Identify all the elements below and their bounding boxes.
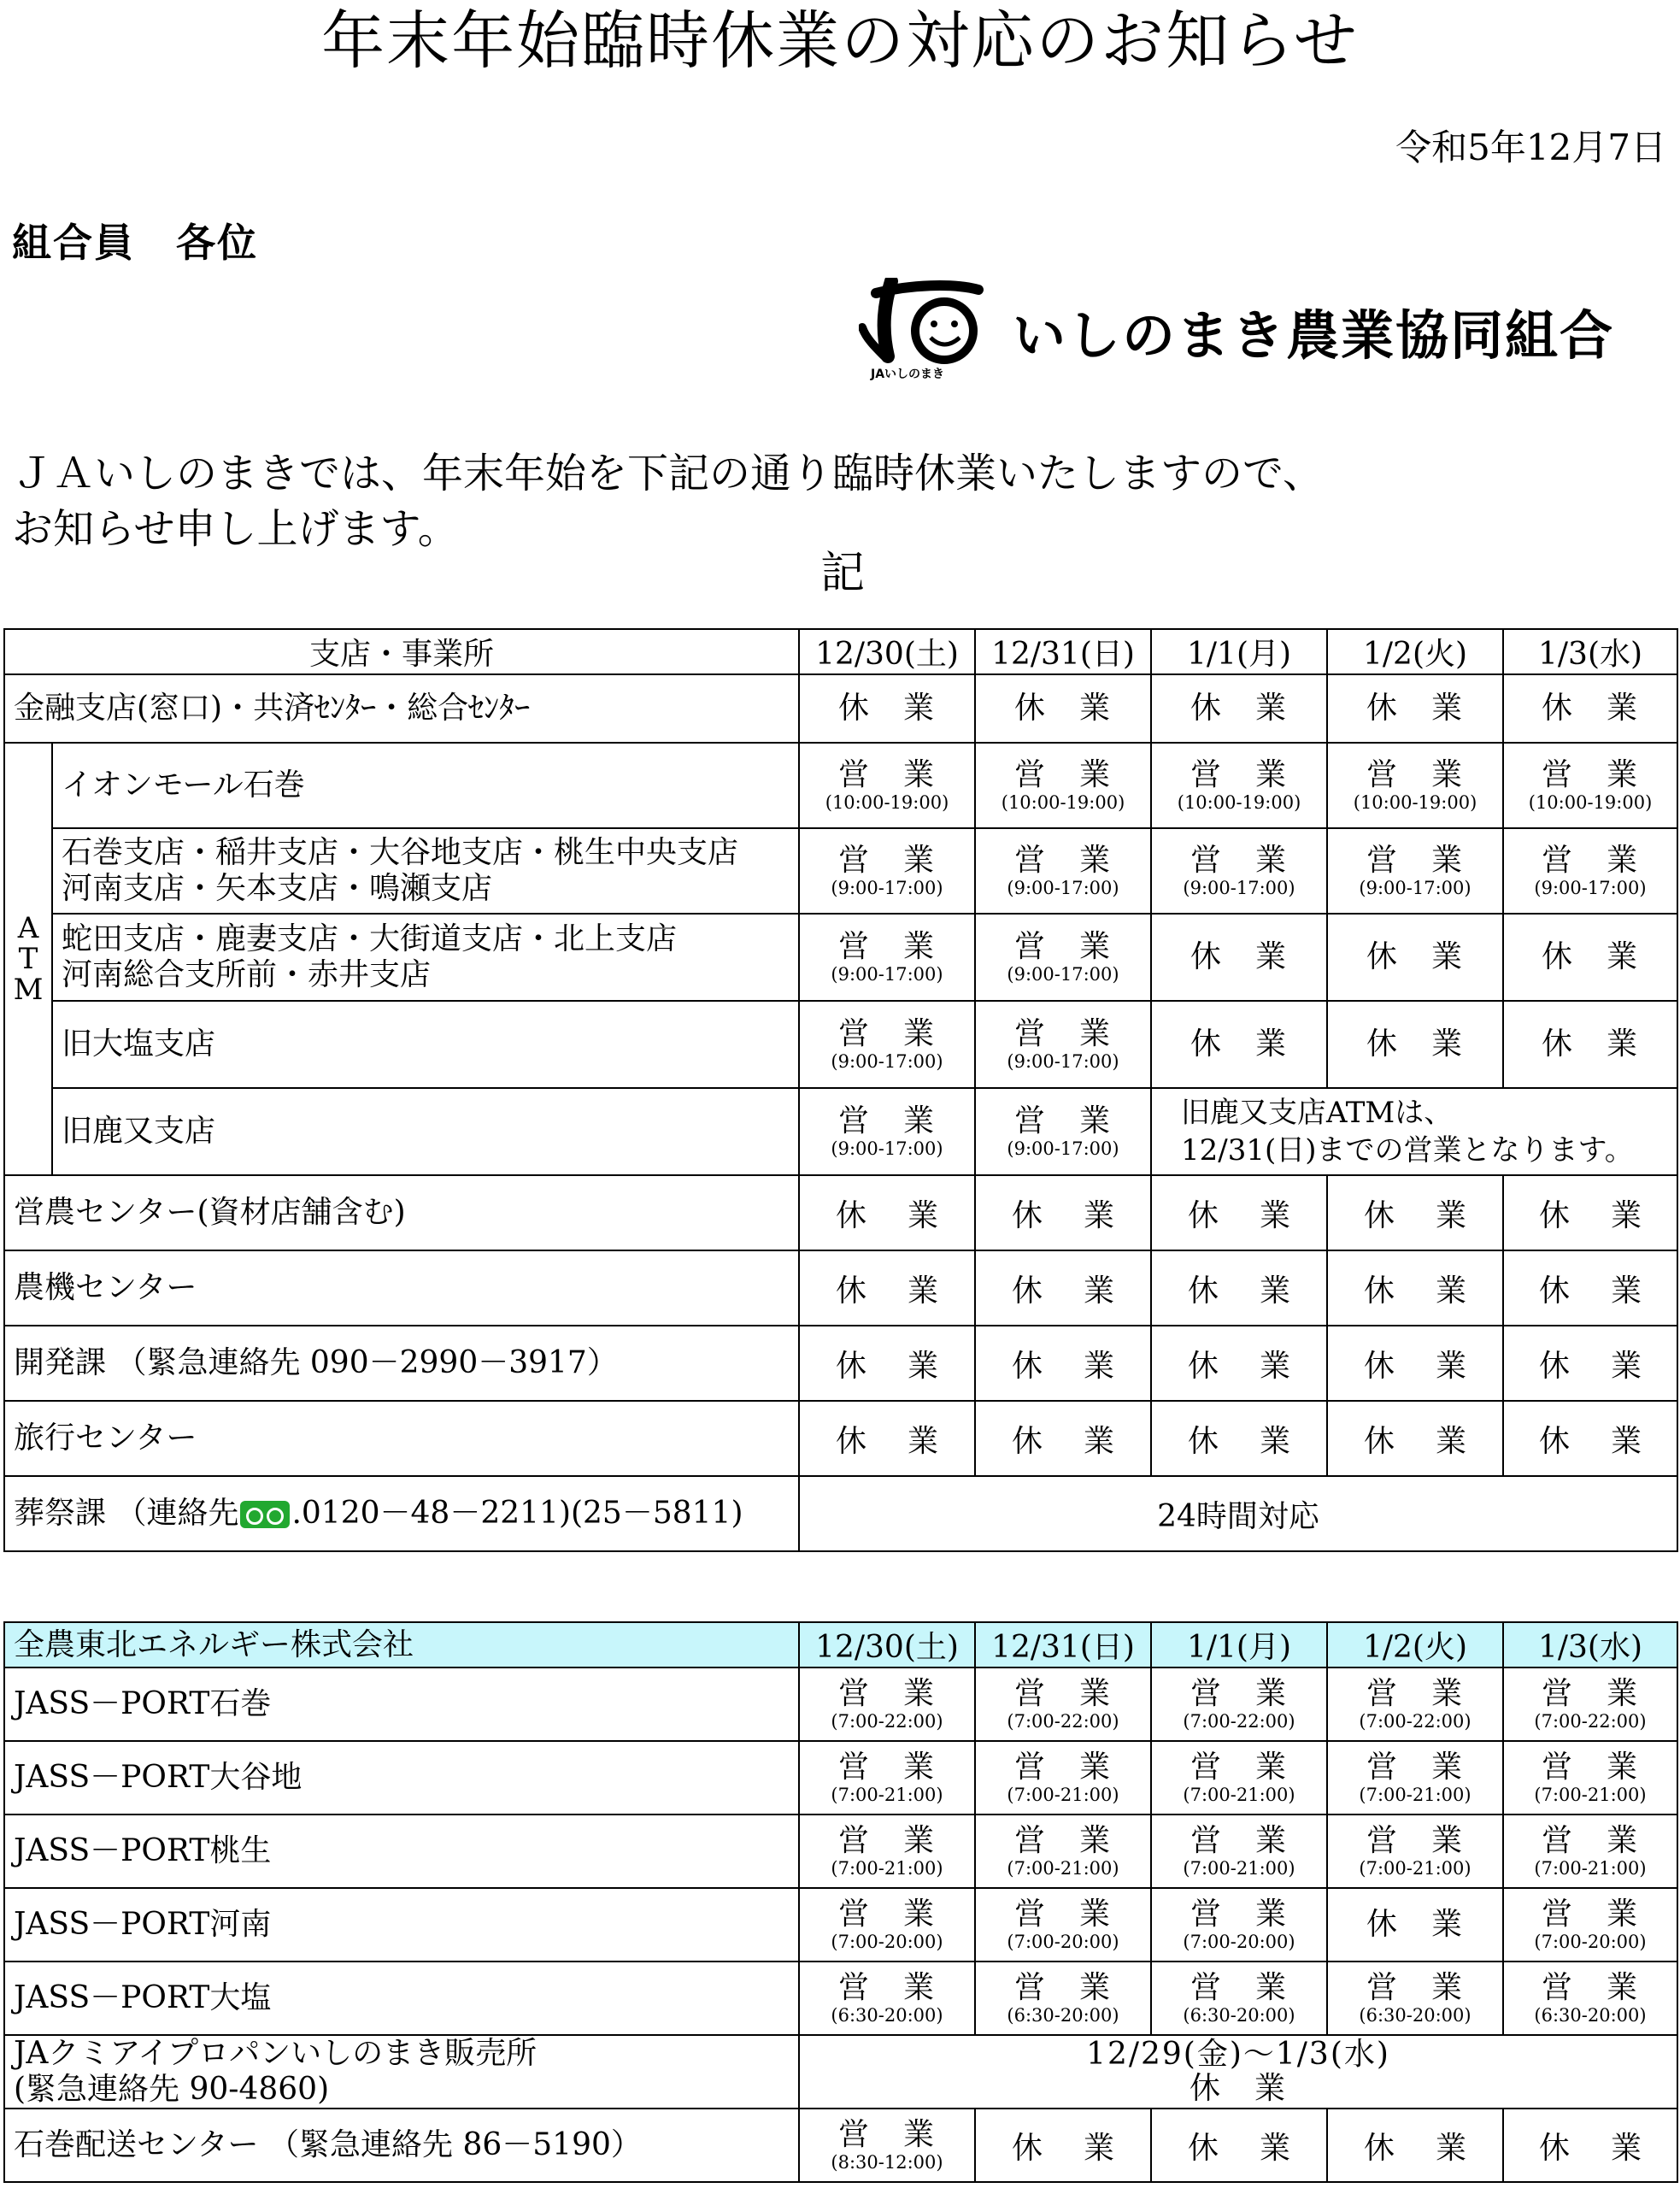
status-open: 営 業 (10:00-19:00) <box>1327 743 1503 828</box>
status-closed: 休 業 <box>1327 674 1503 743</box>
ja-schedule-table <box>3 628 1678 1552</box>
table-header-row <box>4 629 1677 674</box>
table-row <box>4 1667 1677 1741</box>
table-row <box>4 1088 1677 1175</box>
status-open: 営 業 (7:00-21:00) <box>1327 1741 1503 1815</box>
issue-date: 令和5年12月7日 <box>1395 126 1666 168</box>
status-closed: 休 業 <box>799 1401 975 1476</box>
status-open: 営 業 (7:00-20:00) <box>799 1888 975 1962</box>
status-closed: 休 業 <box>1503 914 1677 1001</box>
status-open: 営 業 (9:00-17:00) <box>975 914 1151 1001</box>
table-row <box>4 1741 1677 1815</box>
status-open: 営 業 (10:00-19:00) <box>1503 743 1677 828</box>
status-closed: 休 業 <box>799 1250 975 1326</box>
table-header-row <box>4 1622 1677 1667</box>
row-label: 金融支店(窓口)・共済ｾﾝﾀｰ・総合ｾﾝﾀｰ <box>4 674 799 743</box>
status-open: 営 業 (9:00-17:00) <box>975 1001 1151 1088</box>
status-closed: 休 業 <box>975 2109 1151 2182</box>
status-closed: 休 業 <box>1151 674 1327 743</box>
page-title: 年末年始臨時休業の対応のお知らせ <box>321 4 1359 78</box>
status-closed: 休 業 <box>1151 1401 1327 1476</box>
logo-small-text: JAいしのまき <box>871 368 945 381</box>
status-open: 営 業 (6:30-20:00) <box>1503 1962 1677 2035</box>
status-open: 営 業 (7:00-21:00) <box>1151 1815 1327 1888</box>
status-open: 営 業 (7:00-20:00) <box>1151 1888 1327 1962</box>
row-label: イオンモール石巻 <box>52 743 799 828</box>
funeral-note: 24時間対応 <box>799 1476 1677 1551</box>
status-open: 営 業 (9:00-17:00) <box>799 1001 975 1088</box>
status-closed: 休 業 <box>1503 1001 1677 1088</box>
status-open: 営 業 (7:00-22:00) <box>1327 1667 1503 1741</box>
status-closed: 休 業 <box>1327 914 1503 1001</box>
status-open: 営 業 (7:00-21:00) <box>1503 1741 1677 1815</box>
status-open: 営 業 (7:00-22:00) <box>1503 1667 1677 1741</box>
header-branch: 支店・事業所 <box>4 629 799 674</box>
row-label: 蛇田支店・鹿妻支店・大街道支店・北上支店 河南総合支所前・赤井支店 <box>52 914 799 1001</box>
status-closed: 休 業 <box>1503 1401 1677 1476</box>
status-open: 営 業 (7:00-21:00) <box>799 1815 975 1888</box>
status-open: 営 業 (6:30-20:00) <box>975 1962 1151 2035</box>
table-row <box>4 1001 1677 1088</box>
status-closed: 休 業 <box>975 674 1151 743</box>
table-row <box>4 1962 1677 2035</box>
status-open: 営 業 (9:00-17:00) <box>1151 828 1327 914</box>
status-closed: 休 業 <box>799 1326 975 1401</box>
row-label: JAクミアイプロパンいしのまき販売所 (緊急連絡先 90-4860) <box>4 2035 799 2109</box>
row-label: 旧大塩支店 <box>52 1001 799 1088</box>
status-open: 営 業 (9:00-17:00) <box>1503 828 1677 914</box>
pan-note: 12/29(金)～1/3(水) 休 業 <box>799 2035 1677 2109</box>
status-closed: 休 業 <box>1151 914 1327 1001</box>
header-day: 1/3(水) <box>1503 629 1677 674</box>
status-open: 営 業 (7:00-21:00) <box>975 1741 1151 1815</box>
row-label: 旅行センター <box>4 1401 799 1476</box>
freedial-icon <box>240 1501 290 1528</box>
status-open: 営 業 (10:00-19:00) <box>799 743 975 828</box>
status-open: 営 業 (9:00-17:00) <box>975 828 1151 914</box>
ki-mark: 記 <box>820 548 866 599</box>
row-label: JASS－PORT河南 <box>4 1888 799 1962</box>
status-open: 営 業 (9:00-17:00) <box>799 914 975 1001</box>
header-day: 1/1(月) <box>1151 629 1327 674</box>
status-closed: 休 業 <box>1503 674 1677 743</box>
table-row <box>4 1401 1677 1476</box>
atm-label: A T M <box>4 743 52 1175</box>
status-closed: 休 業 <box>1151 1175 1327 1250</box>
ja-logo <box>859 278 1662 380</box>
status-closed: 休 業 <box>1327 2109 1503 2182</box>
row-label: JASS－PORT大塩 <box>4 1962 799 2035</box>
table-row <box>4 828 1677 914</box>
status-open: 営 業 (6:30-20:00) <box>799 1962 975 2035</box>
status-open: 営 業 (7:00-22:00) <box>799 1667 975 1741</box>
status-open: 営 業 (10:00-19:00) <box>975 743 1151 828</box>
header-day: 1/2(火) <box>1327 1622 1503 1667</box>
table-row <box>4 1888 1677 1962</box>
row-label: JASS－PORT石巻 <box>4 1667 799 1741</box>
status-closed: 休 業 <box>1503 1326 1677 1401</box>
status-open: 営 業 (7:00-21:00) <box>1327 1815 1503 1888</box>
status-closed: 休 業 <box>1327 1888 1503 1962</box>
status-closed: 休 業 <box>1503 1250 1677 1326</box>
row-label: 営農センター(資材店舗含む) <box>4 1175 799 1250</box>
status-closed: 休 業 <box>975 1401 1151 1476</box>
header-day: 12/31(日) <box>975 629 1151 674</box>
status-closed: 休 業 <box>1327 1001 1503 1088</box>
energy-schedule-table <box>3 1621 1678 2183</box>
header-day: 12/30(土) <box>799 1622 975 1667</box>
status-closed: 休 業 <box>1503 2109 1677 2182</box>
intro-line-1: ＪＡいしのまきでは、年末年始を下記の通り臨時休業いたしますので、 <box>12 450 1325 497</box>
status-closed: 休 業 <box>799 1175 975 1250</box>
status-closed: 休 業 <box>1327 1175 1503 1250</box>
header-day: 12/30(土) <box>799 629 975 674</box>
addressee: 組合員 各位 <box>12 220 258 266</box>
table-row <box>4 743 1677 828</box>
status-open: 営 業 (9:00-17:00) <box>1327 828 1503 914</box>
status-closed: 休 業 <box>975 1326 1151 1401</box>
status-closed: 休 業 <box>1151 1001 1327 1088</box>
status-closed: 休 業 <box>1327 1250 1503 1326</box>
table-row <box>4 1250 1677 1326</box>
table-row <box>4 1815 1677 1888</box>
row-label: 石巻配送センター （緊急連絡先 86－5190） <box>4 2109 799 2182</box>
header-day: 1/2(火) <box>1327 629 1503 674</box>
row-label: 開発課 （緊急連絡先 090－2990－3917） <box>4 1326 799 1401</box>
status-open: 営 業 (7:00-20:00) <box>1503 1888 1677 1962</box>
status-closed: 休 業 <box>1503 1175 1677 1250</box>
status-closed: 休 業 <box>1327 1326 1503 1401</box>
table-row <box>4 2035 1677 2109</box>
status-open: 営 業 (7:00-21:00) <box>1151 1741 1327 1815</box>
row-label: 葬祭課 （連絡先 .0120－48－2211)(25－5811) <box>4 1476 799 1551</box>
status-open: 営 業 (10:00-19:00) <box>1151 743 1327 828</box>
table-row <box>4 1476 1677 1551</box>
ja-smile-logo-icon <box>859 278 987 372</box>
row-label: JASS－PORT桃生 <box>4 1815 799 1888</box>
status-open: 営 業 (9:00-17:00) <box>799 828 975 914</box>
row-label: 旧鹿又支店 <box>52 1088 799 1175</box>
table-row <box>4 1175 1677 1250</box>
table-row <box>4 2109 1677 2182</box>
status-closed: 休 業 <box>1151 2109 1327 2182</box>
status-open: 営 業 (7:00-22:00) <box>1151 1667 1327 1741</box>
header-company: 全農東北エネルギー株式会社 <box>4 1622 799 1667</box>
table-row <box>4 1326 1677 1401</box>
row-label: 石巻支店・稲井支店・大谷地支店・桃生中央支店 河南支店・矢本支店・鳴瀬支店 <box>52 828 799 914</box>
row-label: JASS－PORT大谷地 <box>4 1741 799 1815</box>
status-open: 営 業 (9:00-17:00) <box>799 1088 975 1175</box>
header-day: 1/1(月) <box>1151 1622 1327 1667</box>
status-open: 営 業 (7:00-21:00) <box>1503 1815 1677 1888</box>
table-row <box>4 914 1677 1001</box>
status-open: 営 業 (7:00-22:00) <box>975 1667 1151 1741</box>
status-closed: 休 業 <box>1327 1401 1503 1476</box>
status-open: 営 業 (8:30-12:00) <box>799 2109 975 2182</box>
status-closed: 休 業 <box>975 1250 1151 1326</box>
status-open: 営 業 (7:00-20:00) <box>975 1888 1151 1962</box>
status-closed: 休 業 <box>1151 1326 1327 1401</box>
table-row <box>4 674 1677 743</box>
status-closed: 休 業 <box>799 674 975 743</box>
intro-line-2: お知らせ申し上げます。 <box>12 505 459 553</box>
header-day: 1/3(水) <box>1503 1622 1677 1667</box>
kanomata-note: 旧鹿又支店ATMは、 12/31(日)までの営業となります。 <box>1151 1088 1677 1175</box>
status-open: 営 業 (6:30-20:00) <box>1151 1962 1327 2035</box>
status-open: 営 業 (7:00-21:00) <box>975 1815 1151 1888</box>
status-closed: 休 業 <box>1151 1250 1327 1326</box>
status-open: 営 業 (6:30-20:00) <box>1327 1962 1503 2035</box>
status-open: 営 業 (7:00-21:00) <box>799 1741 975 1815</box>
logo-name: いしのまき農業協同組合 <box>1013 304 1615 367</box>
row-label: 農機センター <box>4 1250 799 1326</box>
status-open: 営 業 (9:00-17:00) <box>975 1088 1151 1175</box>
header-day: 12/31(日) <box>975 1622 1151 1667</box>
status-closed: 休 業 <box>975 1175 1151 1250</box>
